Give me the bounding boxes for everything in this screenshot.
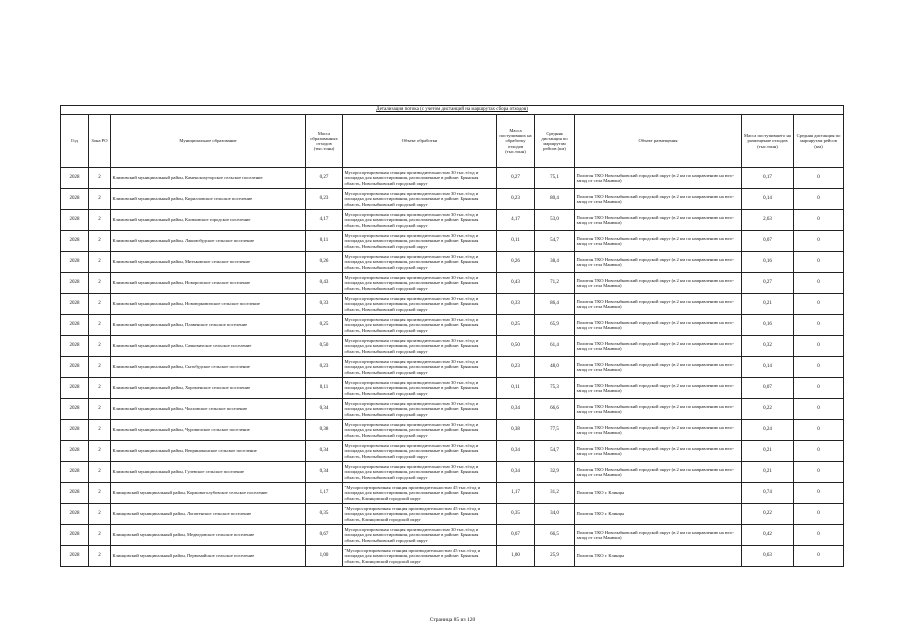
cell-year: 2028 [61, 378, 89, 399]
cell-zone: 2 [89, 315, 111, 336]
cell-mass-to-placement: 0,21 [742, 441, 794, 462]
cell-avg-distance-routes: 31,2 [535, 483, 575, 504]
header-placement-object: Объект размещения [575, 115, 742, 168]
table-row [61, 504, 844, 525]
cell-processing-object: Мусоросортировочная станция производительностью 30 тыс.т/год и площадка для компостирования, расположенные в районе: Брянская область, Новозыбковский городской округ [343, 315, 497, 336]
cell-mass-formed: 0,34 [306, 441, 343, 462]
cell-municipality: Климовский муниципальный район, Сытобудское сельское поселение [111, 357, 306, 378]
cell-mass-formed: 0,67 [306, 525, 343, 546]
header-mass-to-processing: Масса поступивших на обработку отходов (тыс.тонн) [497, 115, 535, 168]
cell-processing-object: Мусоросортировочная станция производительностью 30 тыс.т/год и площадка для компостирования, расположенные в районе: Брянская область, Новозыбковский городской округ [343, 336, 497, 357]
cell-municipality: Климовский муниципальный район, Митьковское сельское поселение [111, 252, 306, 273]
cell-mass-formed: 1,00 [306, 546, 343, 567]
cell-avg-distance-trips: 0 [794, 399, 844, 420]
table-row [61, 378, 844, 399]
table-row [61, 483, 844, 504]
cell-mass-formed: 0,23 [306, 357, 343, 378]
cell-processing-object: Мусоросортировочная станция производительностью 30 тыс.т/год и площадка для компостирования, расположенные в районе: Брянская область, Новозыбковский городской округ [343, 168, 497, 189]
table-row [61, 315, 844, 336]
cell-year: 2028 [61, 441, 89, 462]
cell-zone: 2 [89, 441, 111, 462]
cell-processing-object: "Мусоросортировочная станция производительностью 45 тыс.т/год и площадка для компостирования, расположенные в районе: Брянская область, Клинцовский городской округ [343, 504, 497, 525]
cell-mass-to-processing: 4,17 [497, 210, 535, 231]
cell-zone: 2 [89, 462, 111, 483]
cell-avg-distance-routes: 75,1 [535, 168, 575, 189]
cell-processing-object: Мусоросортировочная станция производительностью 30 тыс.т/год и площадка для компостирования, расположенные в районе: Брянская область, Новозыбковский городской округ [343, 294, 497, 315]
cell-placement-object: Полигон ТКО Новозыбковский городской округ (в 2 км по направлению на юго-запад от села Манюки) [575, 210, 742, 231]
cell-avg-distance-trips: 0 [794, 168, 844, 189]
cell-avg-distance-trips: 0 [794, 420, 844, 441]
cell-mass-to-processing: 0,67 [497, 525, 535, 546]
cell-processing-object: Мусоросортировочная станция производительностью 30 тыс.т/год и площадка для компостирования, расположенные в районе: Брянская область, Новозыбковский городской округ [343, 441, 497, 462]
cell-avg-distance-routes: 34,0 [535, 504, 575, 525]
cell-processing-object: Мусоросортировочная станция производительностью 30 тыс.т/год и площадка для компостирования, расположенные в районе: Брянская область, Новозыбковский городской округ [343, 210, 497, 231]
cell-mass-to-processing: 0,33 [497, 294, 535, 315]
cell-mass-formed: 0,34 [306, 462, 343, 483]
cell-avg-distance-routes: 25,9 [535, 546, 575, 567]
cell-mass-formed: 0,11 [306, 378, 343, 399]
cell-mass-formed: 0,35 [306, 504, 343, 525]
cell-year: 2028 [61, 420, 89, 441]
cell-year: 2028 [61, 315, 89, 336]
cell-zone: 2 [89, 378, 111, 399]
table-row [61, 399, 844, 420]
cell-processing-object: "Мусоросортировочная станция производительностью 45 тыс.т/год и площадка для компостирования, расположенные в районе: Брянская область, Клинцовский городской округ [343, 483, 497, 504]
cell-municipality: Климовский муниципальный район, Сачковичское сельское поселение [111, 336, 306, 357]
cell-processing-object: Мусоросортировочная станция производительностью 30 тыс.т/год и площадка для компостирования, расположенные в районе: Брянская область, Новозыбковский городской округ [343, 231, 497, 252]
cell-processing-object: Мусоросортировочная станция производительностью 30 тыс.т/год и площадка для компостирования, расположенные в районе: Брянская область, Новозыбковский городской округ [343, 252, 497, 273]
table-row [61, 525, 844, 546]
cell-mass-formed: 0,11 [306, 231, 343, 252]
cell-municipality: Климовский муниципальный район, Плавенское сельское поселение [111, 315, 306, 336]
cell-mass-to-placement: 0,21 [742, 294, 794, 315]
cell-placement-object: Полигон ТКО г. Клинцы [575, 483, 742, 504]
header-mass-formed: Масса образованных отходов (тыс.тонн) [306, 115, 343, 168]
header-mass-to-placement: Масса поступившего на размещение отходов (тыс.тонн) [742, 115, 794, 168]
cell-municipality: Климовский муниципальный район, Каменскохуторское сельское поселение [111, 168, 306, 189]
cell-avg-distance-trips: 0 [794, 504, 844, 525]
cell-avg-distance-routes: 71,2 [535, 273, 575, 294]
cell-placement-object: Полигон ТКО Новозыбковский городской округ (в 2 км по направлению на юго-запад от села Манюки) [575, 294, 742, 315]
cell-year: 2028 [61, 231, 89, 252]
cell-mass-to-placement: 0,07 [742, 378, 794, 399]
cell-year: 2028 [61, 462, 89, 483]
cell-placement-object: Полигон ТКО Новозыбковский городской округ (в 2 км по направлению на юго-запад от села Манюки) [575, 273, 742, 294]
cell-mass-formed: 0,34 [306, 399, 343, 420]
cell-mass-to-processing: 0,34 [497, 399, 535, 420]
cell-year: 2028 [61, 210, 89, 231]
cell-year: 2028 [61, 294, 89, 315]
cell-avg-distance-routes: 54,7 [535, 231, 575, 252]
cell-placement-object: Полигон ТКО Новозыбковский городской округ (в 2 км по направлению на юго-запад от села Манюки) [575, 168, 742, 189]
table-row [61, 420, 844, 441]
cell-placement-object: Полигон ТКО Новозыбковский городской округ (в 2 км по направлению на юго-запад от села Манюки) [575, 336, 742, 357]
cell-avg-distance-routes: 48,0 [535, 357, 575, 378]
cell-zone: 2 [89, 525, 111, 546]
cell-zone: 2 [89, 189, 111, 210]
cell-avg-distance-routes: 54,7 [535, 441, 575, 462]
cell-placement-object: Полигон ТКО Новозыбковский городской округ (в 2 км по направлению на юго-запад от села Манюки) [575, 315, 742, 336]
cell-avg-distance-trips: 0 [794, 189, 844, 210]
table-row [61, 441, 844, 462]
cell-zone: 2 [89, 252, 111, 273]
cell-mass-to-placement: 2,63 [742, 210, 794, 231]
cell-mass-formed: 4,17 [306, 210, 343, 231]
table-row [61, 462, 844, 483]
cell-municipality: Климовский муниципальный район, Чуровичское сельское поселение [111, 420, 306, 441]
cell-mass-to-placement: 0,63 [742, 546, 794, 567]
cell-mass-formed: 0,38 [306, 420, 343, 441]
header-avg-distance-trips: Средняя дистанция по маршрутам рейсов (км) [794, 115, 844, 168]
cell-avg-distance-trips: 0 [794, 315, 844, 336]
cell-mass-formed: 0,25 [306, 315, 343, 336]
table-row [61, 231, 844, 252]
cell-year: 2028 [61, 399, 89, 420]
cell-zone: 2 [89, 210, 111, 231]
cell-zone: 2 [89, 294, 111, 315]
cell-municipality: Клинцовский муниципальный район, Медведовское сельское поселение [111, 525, 306, 546]
cell-municipality: Климовский муниципальный район, Чолховское сельское поселение [111, 399, 306, 420]
cell-municipality: Климовский муниципальный район, Кирилловское сельское поселение [111, 189, 306, 210]
cell-zone: 2 [89, 420, 111, 441]
cell-mass-to-placement: 0,22 [742, 399, 794, 420]
cell-avg-distance-routes: 61,4 [535, 336, 575, 357]
cell-processing-object: Мусоросортировочная станция производительностью 30 тыс.т/год и площадка для компостирования, расположенные в районе: Брянская область, Новозыбковский городской округ [343, 189, 497, 210]
cell-zone: 2 [89, 399, 111, 420]
cell-municipality: Клинцовский муниципальный район, Лопатенское сельское поселение [111, 504, 306, 525]
cell-placement-object: Полигон ТКО Новозыбковский городской округ (в 2 км по направлению на юго-запад от села Манюки) [575, 399, 742, 420]
cell-mass-formed: 1,17 [306, 483, 343, 504]
cell-processing-object: Мусоросортировочная станция производительностью 30 тыс.т/год и площадка для компостирования, расположенные в районе: Брянская область, Новозыбковский городской округ [343, 462, 497, 483]
cell-mass-to-processing: 0,35 [497, 504, 535, 525]
cell-mass-to-processing: 0,34 [497, 462, 535, 483]
cell-zone: 2 [89, 168, 111, 189]
cell-mass-to-placement: 0,07 [742, 231, 794, 252]
cell-year: 2028 [61, 357, 89, 378]
cell-processing-object: "Мусоросортировочная станция производительностью 45 тыс.т/год и площадка для компостирования, расположенные в районе: Брянская область, Клинцовский городской округ [343, 546, 497, 567]
cell-mass-to-processing: 0,34 [497, 441, 535, 462]
cell-placement-object: Полигон ТКО Новозыбковский городской округ (в 2 км по направлению на юго-запад от села Манюки) [575, 357, 742, 378]
cell-mass-formed: 0,43 [306, 273, 343, 294]
cell-mass-formed: 0,27 [306, 168, 343, 189]
cell-placement-object: Полигон ТКО Новозыбковский городской округ (в 2 км по направлению на юго-запад от села Манюки) [575, 252, 742, 273]
cell-municipality: Климовский муниципальный район, Климовское городское поселение [111, 210, 306, 231]
cell-year: 2028 [61, 504, 89, 525]
cell-zone: 2 [89, 546, 111, 567]
cell-avg-distance-routes: 80,4 [535, 189, 575, 210]
cell-placement-object: Полигон ТКО Новозыбковский городской округ (в 2 км по направлению на юго-запад от села Манюки) [575, 525, 742, 546]
cell-mass-to-processing: 0,27 [497, 168, 535, 189]
cell-avg-distance-trips: 0 [794, 441, 844, 462]
cell-mass-to-processing: 0,43 [497, 273, 535, 294]
cell-mass-to-placement: 0,16 [742, 315, 794, 336]
cell-avg-distance-trips: 0 [794, 252, 844, 273]
cell-avg-distance-trips: 0 [794, 273, 844, 294]
header-zone: Зона РО [89, 115, 111, 168]
cell-processing-object: Мусоросортировочная станция производительностью 30 тыс.т/год и площадка для компостирования, расположенные в районе: Брянская область, Новозыбковский городской округ [343, 273, 497, 294]
cell-mass-to-processing: 0,23 [497, 357, 535, 378]
cell-mass-to-processing: 0,11 [497, 231, 535, 252]
cell-placement-object: Полигон ТКО г. Клинцы [575, 546, 742, 567]
header-municipality: Муниципальное образование [111, 115, 306, 168]
table-row [61, 273, 844, 294]
cell-mass-to-placement: 0,21 [742, 462, 794, 483]
cell-municipality: Климовский муниципальный район, Новоропское сельское поселение [111, 273, 306, 294]
cell-zone: 2 [89, 336, 111, 357]
cell-avg-distance-trips: 0 [794, 483, 844, 504]
table-row [61, 357, 844, 378]
page-number: Страница 85 из 120 [429, 617, 476, 623]
cell-placement-object: Полигон ТКО Новозыбковский городской округ (в 2 км по направлению на юго-запад от села Манюки) [575, 462, 742, 483]
cell-placement-object: Полигон ТКО Новозыбковский городской округ (в 2 км по направлению на юго-запад от села Манюки) [575, 378, 742, 399]
cell-avg-distance-routes: 86,4 [535, 294, 575, 315]
cell-municipality: Климовский муниципальный район, Гулевское сельское поселение [111, 462, 306, 483]
cell-mass-formed: 0,23 [306, 189, 343, 210]
cell-zone: 2 [89, 357, 111, 378]
cell-processing-object: Мусоросортировочная станция производительностью 30 тыс.т/год и площадка для компостирования, расположенные в районе: Брянская область, Новозыбковский городской округ [343, 525, 497, 546]
cell-zone: 2 [89, 504, 111, 525]
cell-mass-formed: 0,33 [306, 294, 343, 315]
cell-avg-distance-trips: 0 [794, 294, 844, 315]
cell-mass-to-placement: 0,27 [742, 273, 794, 294]
cell-placement-object: Полигон ТКО г. Клинцы [575, 504, 742, 525]
cell-municipality: Клинцовский муниципальный район, Первомайское сельское поселение [111, 546, 306, 567]
cell-avg-distance-routes: 32,9 [535, 462, 575, 483]
cell-year: 2028 [61, 273, 89, 294]
cell-avg-distance-trips: 0 [794, 525, 844, 546]
cell-mass-to-processing: 0,23 [497, 189, 535, 210]
cell-avg-distance-trips: 0 [794, 357, 844, 378]
cell-mass-to-placement: 0,14 [742, 357, 794, 378]
cell-avg-distance-trips: 0 [794, 546, 844, 567]
cell-mass-to-processing: 0,38 [497, 420, 535, 441]
cell-municipality: Климовский муниципальный район, Новоюрковичское сельское поселение [111, 294, 306, 315]
cell-year: 2028 [61, 252, 89, 273]
cell-year: 2028 [61, 189, 89, 210]
cell-avg-distance-routes: 66,6 [535, 399, 575, 420]
cell-municipality: Климовский муниципальный район, Лакомобудское сельское поселение [111, 231, 306, 252]
cell-avg-distance-routes: 53,0 [535, 210, 575, 231]
cell-avg-distance-trips: 0 [794, 231, 844, 252]
cell-avg-distance-trips: 0 [794, 378, 844, 399]
cell-mass-to-placement: 0,16 [742, 252, 794, 273]
cell-zone: 2 [89, 483, 111, 504]
cell-zone: 2 [89, 231, 111, 252]
cell-avg-distance-routes: 65,9 [535, 315, 575, 336]
cell-mass-to-placement: 0,24 [742, 420, 794, 441]
cell-mass-to-placement: 0,17 [742, 168, 794, 189]
header-avg-distance-routes: Средняя дистанция по маршрутам рейсов (км) [535, 115, 575, 168]
cell-processing-object: Мусоросортировочная станция производительностью 30 тыс.т/год и площадка для компостирования, расположенные в районе: Брянская область, Новозыбковский городской округ [343, 357, 497, 378]
cell-mass-to-placement: 0,22 [742, 504, 794, 525]
cell-year: 2028 [61, 336, 89, 357]
cell-avg-distance-trips: 0 [794, 210, 844, 231]
header-year: Год [61, 115, 89, 168]
cell-placement-object: Полигон ТКО Новозыбковский городской округ (в 2 км по направлению на юго-запад от села Манюки) [575, 231, 742, 252]
cell-placement-object: Полигон ТКО Новозыбковский городской округ (в 2 км по направлению на юго-запад от села Манюки) [575, 441, 742, 462]
cell-avg-distance-routes: 38,4 [535, 252, 575, 273]
cell-year: 2028 [61, 483, 89, 504]
cell-avg-distance-trips: 0 [794, 462, 844, 483]
cell-year: 2028 [61, 546, 89, 567]
cell-mass-formed: 0,50 [306, 336, 343, 357]
cell-placement-object: Полигон ТКО Новозыбковский городской округ (в 2 км по направлению на юго-запад от села Манюки) [575, 189, 742, 210]
cell-mass-to-processing: 1,17 [497, 483, 535, 504]
flow-detail-table [60, 105, 844, 567]
table-header-row [61, 115, 844, 168]
table-row [61, 189, 844, 210]
table-row [61, 210, 844, 231]
cell-avg-distance-routes: 75,3 [535, 378, 575, 399]
cell-avg-distance-routes: 66,5 [535, 525, 575, 546]
cell-municipality: Клинцовский муниципальный район, Коржовоголубовское сельское поселение [111, 483, 306, 504]
cell-avg-distance-trips: 0 [794, 336, 844, 357]
cell-mass-to-processing: 0,25 [497, 315, 535, 336]
cell-mass-formed: 0,26 [306, 252, 343, 273]
cell-mass-to-placement: 0,14 [742, 189, 794, 210]
cell-processing-object: Мусоросортировочная станция производительностью 30 тыс.т/год и площадка для компостирования, расположенные в районе: Брянская область, Новозыбковский городской округ [343, 378, 497, 399]
cell-mass-to-processing: 1,00 [497, 546, 535, 567]
cell-mass-to-placement: 0,74 [742, 483, 794, 504]
cell-mass-to-processing: 0,50 [497, 336, 535, 357]
table-row [61, 294, 844, 315]
cell-processing-object: Мусоросортировочная станция производительностью 30 тыс.т/год и площадка для компостирования, расположенные в районе: Брянская область, Новозыбковский городской округ [343, 399, 497, 420]
cell-municipality: Климовский муниципальный район, Веприноконское сельское поселение [111, 441, 306, 462]
cell-avg-distance-routes: 77,5 [535, 420, 575, 441]
cell-mass-to-processing: 0,11 [497, 378, 535, 399]
cell-placement-object: Полигон ТКО Новозыбковский городской округ (в 2 км по направлению на юго-запад от села Манюки) [575, 420, 742, 441]
cell-mass-to-processing: 0,26 [497, 252, 535, 273]
table-caption: Детализация потока (с учетом дистанций на маршрутах сбора отходов) [61, 106, 844, 115]
table-row [61, 252, 844, 273]
cell-zone: 2 [89, 273, 111, 294]
cell-year: 2028 [61, 525, 89, 546]
cell-mass-to-placement: 0,42 [742, 525, 794, 546]
cell-mass-to-placement: 0,32 [742, 336, 794, 357]
header-processing-object: Объект обработки [343, 115, 497, 168]
table-row [61, 546, 844, 567]
cell-municipality: Климовский муниципальный район, Хороменское сельское поселение [111, 378, 306, 399]
cell-processing-object: Мусоросортировочная станция производительностью 30 тыс.т/год и площадка для компостирования, расположенные в районе: Брянская область, Новозыбковский городской округ [343, 420, 497, 441]
table-row [61, 336, 844, 357]
cell-year: 2028 [61, 168, 89, 189]
table-row [61, 168, 844, 189]
